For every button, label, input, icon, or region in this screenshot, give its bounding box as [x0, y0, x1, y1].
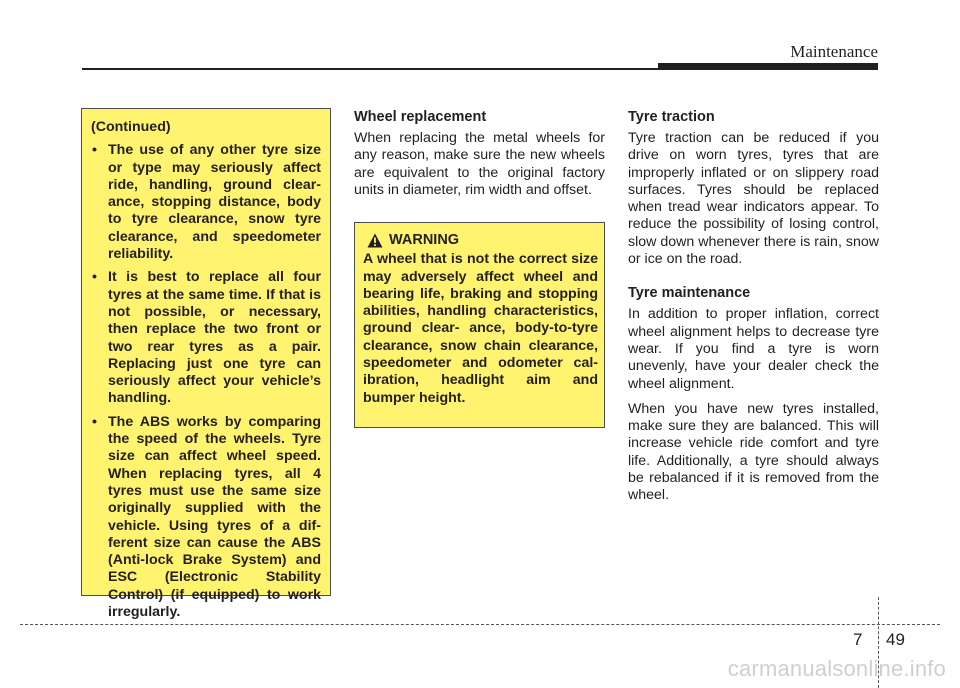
tyre-traction-body: Tyre traction can be reduced if you drive on worn tyres, tyres that are improperly inflated or on slippery road surfaces. Tyres should be replaced when tread wear indicators appear. To reduce the possibility of losing control, slow down whenever there is rain, snow or ice on the road.	[628, 130, 879, 268]
page-number: 49	[886, 630, 905, 649]
watermark: carmanualsonline.info	[727, 656, 946, 681]
tyre-traction-heading: Tyre traction	[628, 109, 715, 125]
warning-text: A wheel that is not the correct size may adversely affect wheel and bearing life, braking and stopping abilities, handling characteristics, ground clear- ance, body-to-tyre clearance, snow chain clearance, speedometer and odometer cal- ibration, headlight aim and bumper height.	[363, 251, 598, 406]
warning-triangle-icon	[367, 233, 383, 248]
section-title: Maintenance	[790, 42, 878, 61]
caution-box	[81, 108, 331, 621]
wheel-replacement-section	[354, 108, 605, 199]
caution-list	[91, 142, 321, 621]
warning-box	[354, 222, 605, 428]
tyre-maintenance-body: When you have new tyres installed, make sure they are balanced. This will increase vehicle ride comfort and tyre life. Additionally, a tyre should always be rebalanced if it is removed from the wheel.	[628, 400, 879, 504]
warning-header	[367, 232, 598, 249]
wheel-replacement-body: When replacing the metal wheels for any reason, make sure the new wheels are equivalent to the original factory units in diameter, rim width and offset.	[354, 130, 605, 198]
tyre-maintenance-body: In addition to proper inflation, correct wheel alignment helps to decrease tyre wear. If you find a tyre is worn unevenly, have your dealer check the wheel alignment.	[628, 306, 879, 392]
caution-item: • The ABS works by comparing the speed of the wheels. Tyre size can affect wheel speed. When replacing tyres, all 4 tyres must use the same size originally supplied with the vehicle. Using tyres of a dif- ferent size can cause the ABS (Anti-lock Brake System) and ESC (Electronic Stability Control) (if equipped) to work irregularly.	[91, 414, 321, 622]
wheel-replacement-heading: Wheel replacement	[354, 109, 487, 125]
warning-title: WARNING	[389, 232, 460, 248]
tyre-section	[628, 108, 879, 505]
tyre-maintenance-heading: Tyre maintenance	[628, 285, 751, 302]
continued-label: (Continued)	[91, 119, 171, 135]
header-rule-accent	[658, 63, 878, 69]
footer-rule	[20, 624, 940, 625]
caution-item: • The use of any other tyre size or type may seriously affect ride, handling, ground clear- ance, stopping distance, body to tyre clearance, snow tyre clearance, and speedometer reliability.	[91, 142, 321, 263]
chapter-number: 7	[853, 630, 863, 649]
caution-item: • It is best to replace all four tyres at the same time. If that is not possible, or necessary, then replace the two front or two rear tyres as a pair. Replacing just one tyre can seriously affect your vehicle’s handling.	[91, 269, 321, 407]
